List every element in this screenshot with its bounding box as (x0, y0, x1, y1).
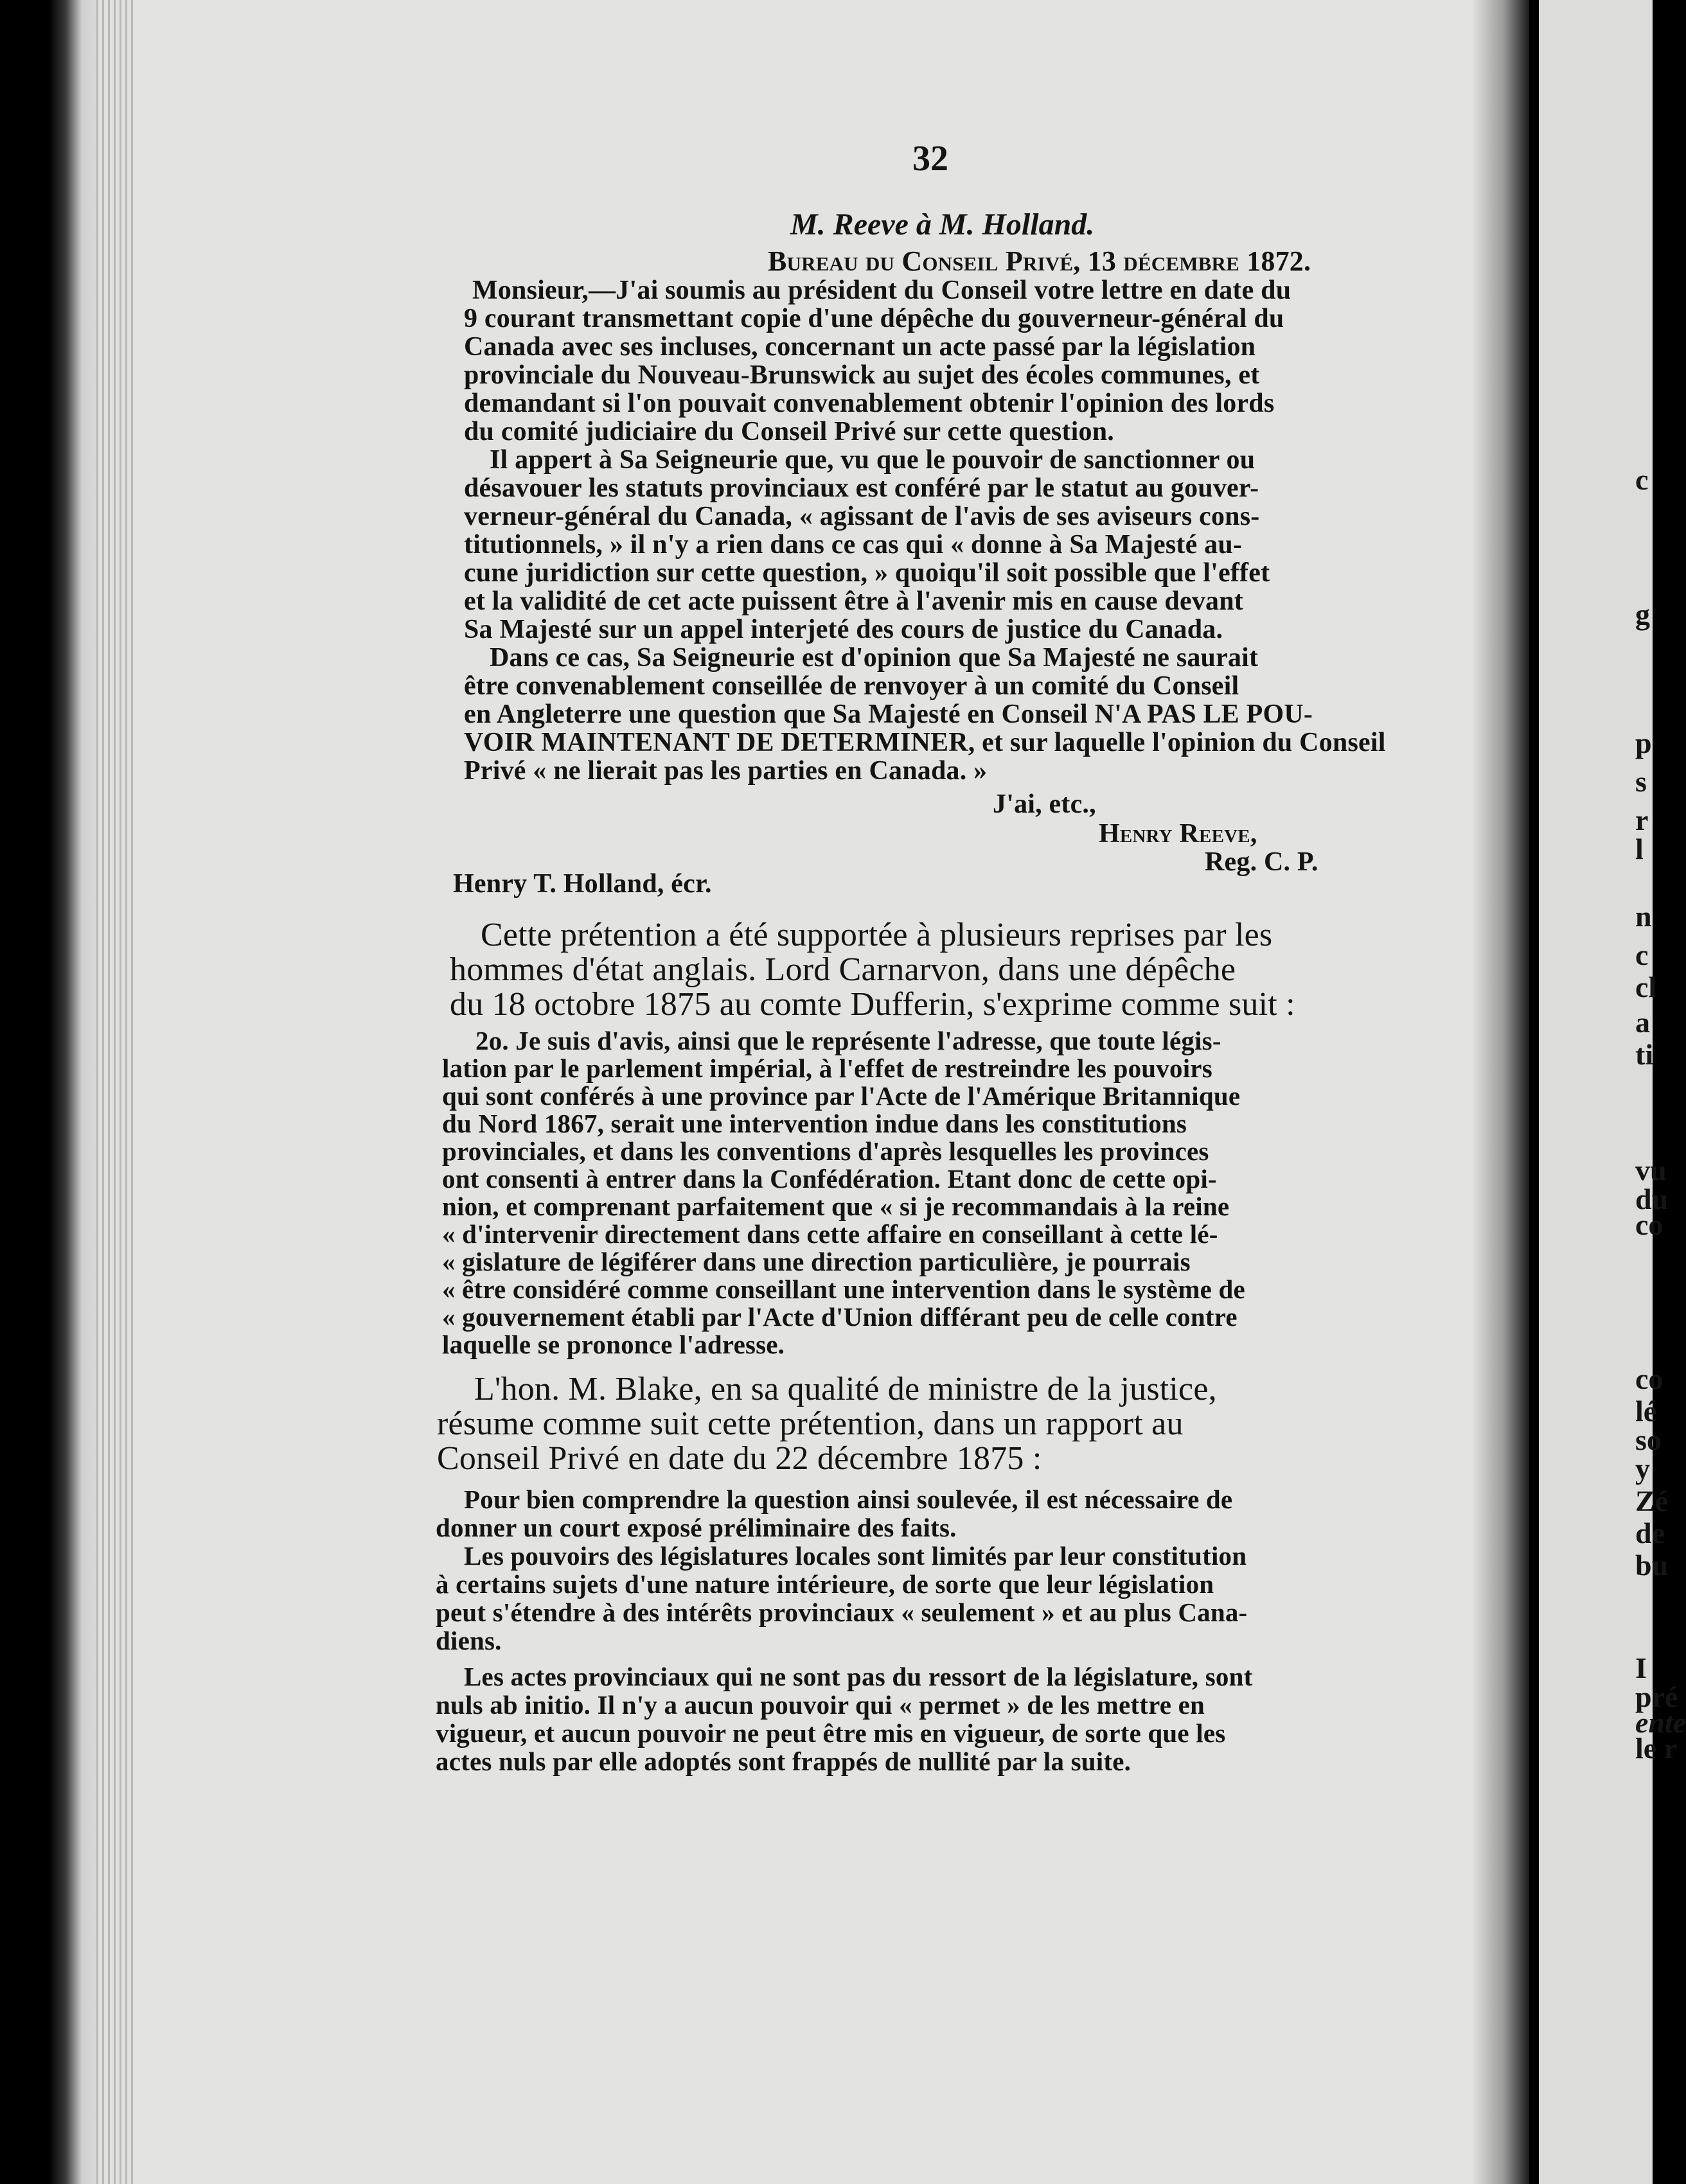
text-line: résume comme suit cette prétention, dans un rapport au (437, 1405, 1184, 1442)
text-line: Monsieur,—J'ai soumis au président du Conseil votre lettre en date du (472, 276, 1291, 305)
text-line: titutionnels, » il n'y a rien dans ce cas qui « donne à Sa Majesté au- (464, 530, 1243, 559)
text-line: demandant si l'on pouvait convenablement obtenir l'opinion des lords (464, 389, 1275, 418)
adjacent-fragment: so (1635, 1423, 1662, 1456)
text-line: nion, et comprenant parfaitement que « si je recommandais à la reine (442, 1192, 1230, 1221)
adjacent-fragment: I (1635, 1651, 1647, 1684)
adjacent-fragment: l (1635, 832, 1644, 865)
adjacent-fragment: p (1635, 727, 1652, 759)
text-line: en Angleterre une question que Sa Majesté en Conseil N'A PAS LE POU- (464, 700, 1313, 729)
adjacent-fragment: g (1635, 598, 1650, 631)
text-line: 2o. Je suis d'avis, ainsi que le représente l'adresse, que toute légis- (475, 1026, 1221, 1055)
text-line: actes nuls par elle adoptés sont frappés de nullité par la suite. (436, 1747, 1131, 1776)
text-line: être convenablement conseillée de renvoyer à un comité du Conseil (464, 671, 1239, 701)
adjacent-fragment: de (1635, 1517, 1665, 1549)
text-line: provinciale du Nouveau-Brunswick au sujet des écoles communes, et (464, 360, 1260, 390)
text-line: du Nord 1867, serait une intervention indue dans les constitutions (442, 1109, 1187, 1138)
text-line: laquelle se prononce l'adresse. (442, 1330, 785, 1359)
text-line: désavouer les statuts provinciaux est conféré par le statut au gouver- (464, 473, 1259, 503)
spine-shadow (1471, 0, 1529, 2184)
adjacent-fragment: vu (1635, 1154, 1667, 1186)
letter-heading: M. Reeve à M. Holland. (790, 207, 1095, 242)
text-line: Les pouvoirs des législatures locales sont limités par leur constitution (464, 1541, 1247, 1571)
text-line: diens. (436, 1626, 502, 1655)
text-line: qui sont conférés à une province par l'Acte de l'Amérique Britannique (442, 1081, 1241, 1111)
adjacent-fragment: cl (1635, 971, 1657, 1003)
text-line: peut s'étendre à des intérêts provinciaux « seulement » et au plus Cana- (436, 1598, 1248, 1627)
text-line: hommes d'état anglais. Lord Carnarvon, dans une dépêche (450, 951, 1236, 988)
text-line: provinciales, et dans les conventions d'après lesquelles les provinces (442, 1136, 1209, 1166)
text-line: Cette prétention a été supportée à plusieurs reprises par les (481, 917, 1273, 953)
adjacent-fragment: co (1635, 1208, 1664, 1241)
text-line: Conseil Privé en date du 22 décembre 1875 : (437, 1440, 1042, 1477)
text-line: verneur-général du Canada, « agissant de l'avis de ses aviseurs cons- (464, 502, 1260, 531)
letter-dateline: Bureau du Conseil Privé, 13 décembre 1872. (768, 245, 1311, 277)
text-line: Dans ce cas, Sa Seigneurie est d'opinion que Sa Majesté ne saurait (490, 643, 1259, 673)
text-line: Privé « ne lierait pas les parties en Canada. » (464, 756, 988, 786)
text-line: « être considéré comme conseillant une intervention dans le système de (442, 1274, 1245, 1304)
text-line: et la validité de cet acte puissent être à l'avenir mis en cause devant (464, 586, 1243, 616)
text-line: Pour bien comprendre la question ainsi soulevée, il est nécessaire de (464, 1484, 1233, 1514)
adjacent-fragment: n (1635, 900, 1652, 933)
text-line: donner un court exposé préliminaire des faits. (436, 1513, 957, 1542)
text-line: lation par le parlement impérial, à l'effet de restreindre les pouvoirs (442, 1053, 1212, 1083)
adjacent-page (1539, 0, 1686, 2184)
letter-signature: Henry Reeve, (1099, 819, 1257, 849)
text-line: ont consenti à entrer dans la Confédération. Etant donc de cette opi- (442, 1164, 1217, 1193)
text-line: Il appert à Sa Seigneurie que, vu que le pouvoir de sanctionner ou (490, 445, 1256, 475)
text-line: Sa Majesté sur un appel interjeté des cours de justice du Canada. (464, 615, 1223, 644)
adjacent-fragment: co (1635, 1362, 1664, 1395)
adjacent-fragment: a (1635, 1006, 1650, 1039)
text-line: L'hon. M. Blake, en sa qualité de ministre de la justice, (474, 1371, 1217, 1407)
text-line: « gislature de légiférer dans une direction particulière, je pourrais (442, 1247, 1191, 1276)
adjacent-fragment: c (1635, 938, 1649, 971)
text-line: Les actes provinciaux qui ne sont pas du ressort de la législature, sont (464, 1662, 1253, 1691)
adjacent-fragment: y (1635, 1452, 1650, 1485)
page-number: 32 (912, 139, 948, 179)
page-stack-edge (96, 0, 135, 2184)
adjacent-fragment: bu (1635, 1549, 1669, 1581)
text-line: « d'intervenir directement dans cette affaire en conseillant à cette lé- (442, 1219, 1218, 1249)
text-line: VOIR MAINTENANT DE DETERMINER, et sur laquelle l'opinion du Conseil (464, 728, 1386, 757)
text-line: « gouvernement établi par l'Acte d'Union différant peu de celle contre (442, 1302, 1238, 1332)
adjacent-fragment: du (1635, 1183, 1669, 1215)
adjacent-fragment: ti (1635, 1038, 1654, 1071)
adjacent-fragment: s (1635, 765, 1647, 798)
signature-title: Reg. C. P. (1205, 847, 1318, 877)
text-line: du 18 octobre 1875 au comte Dufferin, s'exprime comme suit : (450, 986, 1295, 1023)
text-line: du comité judiciaire du Conseil Privé sur cette question. (464, 417, 1114, 446)
text-line: cune juridiction sur cette question, » quoiqu'il soit possible que l'effet (464, 558, 1270, 588)
letter-addressee: Henry T. Holland, écr. (453, 869, 712, 899)
adjacent-fragment: c (1635, 463, 1649, 496)
text-line: vigueur, et aucun pouvoir ne peut être mis en vigueur, de sorte que les (436, 1718, 1226, 1748)
adjacent-fragment: pré (1635, 1680, 1678, 1713)
book-gutter (0, 0, 109, 2184)
adjacent-fragment: le r (1635, 1732, 1678, 1765)
text-line: à certains sujets d'une nature intérieure, de sorte que leur législation (436, 1569, 1214, 1599)
letter-closing: J'ai, etc., (993, 789, 1096, 819)
text-line: nuls ab initio. Il n'y a aucun pouvoir qui « permet » de les mettre en (436, 1690, 1205, 1720)
text-line: Canada avec ses incluses, concernant un acte passé par la législation (464, 332, 1256, 362)
text-line: 9 courant transmettant copie d'une dépêche du gouverneur-général du (464, 304, 1284, 333)
adjacent-fragment: r (1635, 804, 1649, 836)
adjacent-fragment: ente (1635, 1706, 1686, 1739)
adjacent-fragment: lé (1635, 1395, 1657, 1427)
adjacent-fragment: Zé (1635, 1484, 1669, 1517)
